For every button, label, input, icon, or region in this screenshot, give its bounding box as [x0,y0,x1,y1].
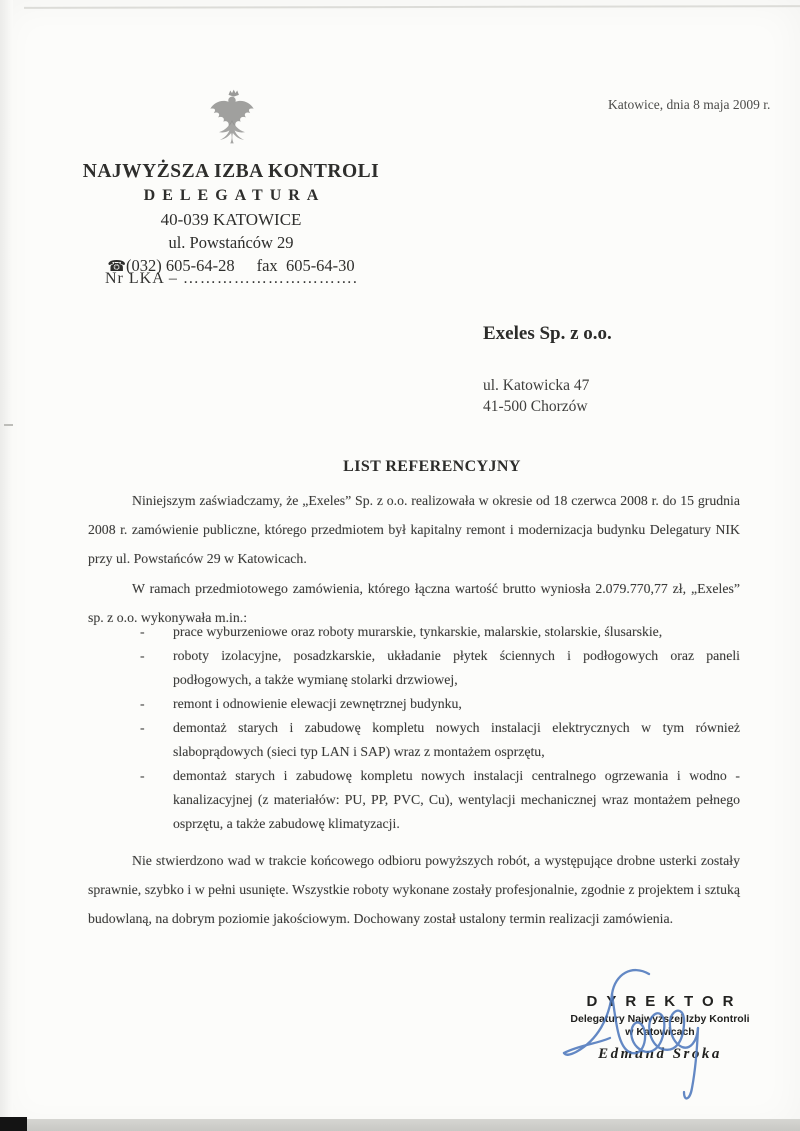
recipient-city: 41-500 Chorzów [483,398,588,415]
polish-eagle-emblem-icon [206,88,258,152]
recipient-name: Exeles Sp. z o.o. [483,323,612,344]
list-item-text: demontaż starych i zabudowę kompletu nowych instalacji elektrycznych w tym również slaboprądowych (sieci typ LAN i SAP) wraz z montażem osprzętu, [173,720,740,759]
phone-number: (032) 605-64-28 [126,256,235,275]
list-item [140,692,740,716]
fax-label: fax [256,256,278,275]
list-item-text: prace wyburzeniowe oraz roboty murarskie, tynkarskie, malarskie, stolarskie, ślusarskie, [173,624,663,639]
fax-number: 605-64-30 [285,256,355,275]
signatory-title: DYREKTOR [586,993,743,1010]
date-line: Katowice, dnia 8 maja 2009 r. [608,97,771,112]
scan-artifact-dash [4,424,13,426]
scan-corner-black [0,1117,27,1131]
bullet-dash: - [140,720,145,735]
paragraph-2: W ramach przedmiotowego zamówienia, którego łączna wartość brutto wyniosła 2.079.770,77 zł, „Exeles” sp. z o.o. wykonywała m.in.: [88,581,740,625]
list-item-text: roboty izolacyjne, posadzkarskie, układanie płytek ściennych i podłogowych oraz paneli podłogowych, a także wymianę stolarki drzwiowej, [173,648,740,687]
letterhead-postal-city: 40-039 KATOWICE [160,210,302,229]
list-item-text: remont i odnowienie elewacji zewnętrznej budynku, [173,696,462,711]
scope-of-work-list [88,620,740,836]
signatory-org-line2: w Katowicach [625,1025,695,1038]
bullet-dash: - [140,696,145,711]
list-item [140,716,740,764]
scan-edge-bottom [0,1119,800,1131]
handwritten-signature [552,962,762,1112]
letterhead [66,160,396,278]
paragraph-1: Niniejszym zaświadczamy, że „Exeles” Sp. z o.o. realizowała w okresie od 18 czerwca 2008 r. do 15 grudnia 2008 r. zamówienie publiczne, którego przedmiotem był kapitalny remont i modernizacja budynku Delegatury NIK przy ul. Powstańców 29 w Katowicach. [88,493,740,566]
scan-edge-left [0,0,13,1131]
reference-number-line: Nr LKA – …………………………. [105,270,358,287]
bullet-dash: - [140,768,145,783]
bullet-dash: - [140,624,145,639]
letterhead-org-name: NAJWYŻSZA IZBA KONTROLI [82,161,380,182]
recipient-street: ul. Katowicka 47 [483,377,590,394]
document-title: LIST REFERENCYJNY [343,458,521,475]
scan-edge-top [24,5,800,9]
recipient-address [483,375,612,417]
list-item [140,620,740,644]
letterhead-street: ul. Powstańców 29 [168,233,294,252]
signatory-org-line1: Delegatury Najwyższej Izby Kontroli [570,1013,750,1025]
signatory-name: Edmund Sroka [598,1046,722,1062]
list-item [140,644,740,692]
bullet-dash: - [140,648,145,663]
list-item [140,764,740,836]
recipient-block [483,323,612,417]
list-item-text: demontaż starych i zabudowę kompletu nowych instalacji centralnego ogrzewania i wodno - kanalizacyjnej (z materiałów: PU, PP, PVC, Cu), wentylacji mechanicznej wraz montażem pełnego osprzętu, a także zabudowę klimatyzacji. [173,768,740,831]
letterhead-org-unit: DELEGATURA [143,187,326,204]
telephone-icon: ☎ [107,257,126,275]
paragraph-3: Nie stwierdzono wad w trakcie końcowego odbioru powyższych robót, a występujące drobne usterki zostały sprawnie, szybko i w pełni usunięte. Wszystkie roboty wykonane zostały profesjonalnie, zgodnie z projektem i sztuką budowlaną, na dobrym poziomie jakościowym. Dochowany został ustalony termin realizacji zamówienia. [88,853,740,926]
